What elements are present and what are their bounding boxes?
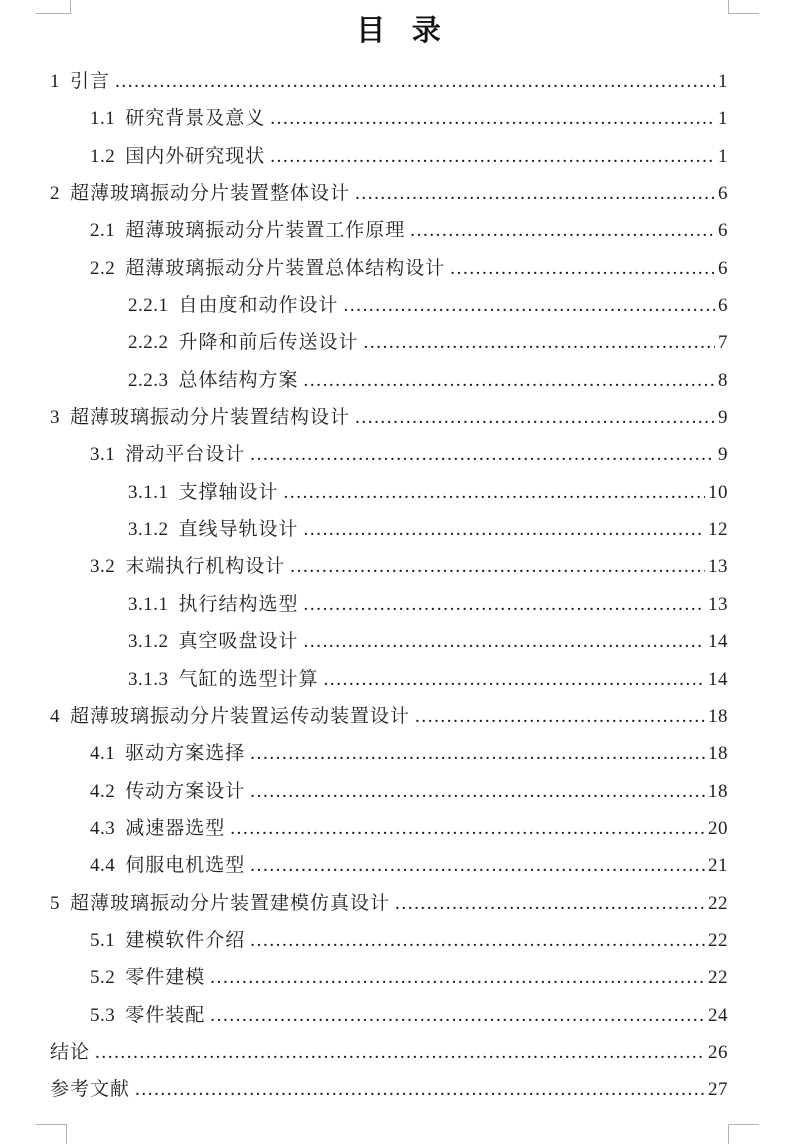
- dot-leader: [210, 959, 705, 996]
- toc-entry[interactable]: [50, 623, 728, 660]
- toc-entry-title: 总体结构方案: [178, 369, 299, 391]
- dot-leader: [304, 362, 715, 399]
- toc-entry[interactable]: [50, 885, 728, 922]
- toc-entry[interactable]: [50, 773, 728, 810]
- dot-leader: [284, 474, 705, 511]
- page-number: 7: [718, 332, 728, 354]
- toc-entry-title: 参考文献: [50, 1079, 131, 1101]
- toc-entry-title: 超薄玻璃振动分片装置结构设计: [70, 407, 351, 429]
- toc-entry-number: 1: [50, 71, 60, 92]
- toc-entry-title: 升降和前后传送设计: [178, 332, 359, 354]
- toc-entry-title: 减速器选型: [125, 817, 226, 839]
- toc-entry-number: 4.1: [90, 743, 116, 765]
- toc-entry[interactable]: [50, 1034, 728, 1071]
- toc-entry-number: 1.1: [90, 108, 116, 130]
- toc-entry-title: 支撑轴设计: [178, 481, 279, 503]
- crop-mark-top-left-icon: [36, 0, 71, 14]
- toc-entry[interactable]: [50, 586, 728, 623]
- toc-entry-number: 2.2.3: [128, 369, 169, 391]
- toc-entry-number: 4.4: [90, 855, 116, 877]
- toc-entry[interactable]: [50, 287, 728, 324]
- page-number: 8: [718, 369, 728, 391]
- dot-leader: [95, 1034, 705, 1071]
- toc-entry-number: 2.2.1: [128, 295, 169, 317]
- toc-entry-title: 超薄玻璃振动分片装置工作原理: [125, 220, 406, 242]
- toc-entry-title: 超薄玻璃振动分片装置整体设计: [70, 183, 351, 205]
- toc-entry-title: 引言: [70, 71, 111, 92]
- toc-entry-number: 4.2: [90, 780, 116, 802]
- toc-entry-number: 5.3: [90, 1004, 116, 1026]
- crop-mark-top-right-icon: [728, 0, 759, 14]
- toc: [50, 63, 728, 1109]
- toc-entry-number: 3.1.3: [128, 668, 169, 690]
- toc-entry-title: 结论: [50, 1041, 91, 1063]
- toc-entry-number: 3.1.2: [128, 519, 169, 541]
- toc-entry-title: 零件建模: [125, 967, 206, 989]
- dot-leader: [415, 698, 705, 735]
- dot-leader: [355, 175, 715, 212]
- toc-entry-number: 2.2: [90, 257, 116, 279]
- toc-entry[interactable]: [50, 1071, 728, 1108]
- dot-leader: [324, 661, 705, 698]
- toc-entry[interactable]: [50, 735, 728, 772]
- page-number: 1: [718, 108, 728, 130]
- toc-entry-title: 超薄玻璃振动分片装置建模仿真设计: [70, 892, 391, 914]
- toc-entry-number: 2.1: [90, 220, 116, 242]
- toc-entry-title: 研究背景及意义: [125, 108, 266, 130]
- toc-entry-title: 滑动平台设计: [125, 444, 246, 466]
- page-number: 22: [708, 892, 728, 914]
- toc-entry-title: 伺服电机选型: [125, 855, 246, 877]
- page-number: 1: [718, 145, 728, 167]
- toc-entry[interactable]: [50, 63, 728, 100]
- toc-entry-title: 超薄玻璃振动分片装置运传动装置设计: [70, 705, 411, 727]
- toc-entry[interactable]: [50, 362, 728, 399]
- dot-leader: [364, 324, 715, 361]
- toc-entry-title: 零件装配: [125, 1004, 206, 1026]
- page-number: 1: [718, 71, 728, 92]
- page-number: 22: [708, 929, 728, 951]
- toc-entry-number: 3.1: [90, 444, 116, 466]
- toc-entry-number: 5: [50, 892, 60, 914]
- page-number: 22: [708, 967, 728, 989]
- dot-leader: [270, 100, 715, 137]
- page-number: 26: [708, 1041, 728, 1063]
- dot-leader: [250, 735, 705, 772]
- page-number: 9: [718, 407, 728, 429]
- toc-entry-number: 4.3: [90, 817, 116, 839]
- page-number: 13: [708, 556, 728, 578]
- toc-entry[interactable]: [50, 997, 728, 1034]
- toc-entry-title: 末端执行机构设计: [125, 556, 286, 578]
- toc-entry-number: 5.2: [90, 967, 116, 989]
- page-number: 10: [708, 481, 728, 503]
- toc-entry-number: 3.2: [90, 556, 116, 578]
- toc-entry[interactable]: [50, 661, 728, 698]
- toc-entry[interactable]: [50, 175, 728, 212]
- dot-leader: [250, 436, 715, 473]
- page-number: 14: [708, 668, 728, 690]
- toc-entry-number: 4: [50, 705, 60, 727]
- toc-entry[interactable]: [50, 959, 728, 996]
- toc-entry-number: 3: [50, 407, 60, 429]
- toc-entry-title: 真空吸盘设计: [178, 631, 299, 653]
- dot-leader: [115, 63, 715, 100]
- toc-entry[interactable]: [50, 324, 728, 361]
- page-title: 目 录: [356, 15, 441, 47]
- page-number: 6: [718, 183, 728, 205]
- dot-leader: [304, 586, 705, 623]
- toc-entry[interactable]: [50, 922, 728, 959]
- dot-leader: [135, 1071, 705, 1108]
- dot-leader: [450, 250, 715, 287]
- page-number: 20: [708, 817, 728, 839]
- toc-entry[interactable]: [50, 138, 728, 175]
- toc-entry-title: 直线导轨设计: [178, 519, 299, 541]
- dot-leader: [304, 623, 705, 660]
- crop-mark-bottom-right-icon: [728, 1124, 759, 1144]
- dot-leader: [395, 885, 705, 922]
- toc-entry-title: 国内外研究现状: [125, 145, 266, 167]
- dot-leader: [250, 773, 705, 810]
- page-number: 27: [708, 1079, 728, 1101]
- toc-entry[interactable]: [50, 511, 728, 548]
- dot-leader: [355, 399, 715, 436]
- toc-entry[interactable]: [50, 436, 728, 473]
- dot-leader: [250, 922, 705, 959]
- toc-entry[interactable]: [50, 212, 728, 249]
- toc-entry-title: 传动方案设计: [125, 780, 246, 802]
- dot-leader: [304, 511, 705, 548]
- page-number: 21: [708, 855, 728, 877]
- toc-entry-number: 3.1.1: [128, 593, 169, 615]
- toc-entry[interactable]: [50, 250, 728, 287]
- page-number: 14: [708, 631, 728, 653]
- page-number: 18: [708, 705, 728, 727]
- toc-entry-title: 气缸的选型计算: [178, 668, 319, 690]
- toc-entry-title: 驱动方案选择: [125, 743, 246, 765]
- toc-entry[interactable]: [50, 474, 728, 511]
- toc-entry-title: 执行结构选型: [178, 593, 299, 615]
- toc-entry-title: 建模软件介绍: [125, 929, 246, 951]
- dot-leader: [230, 810, 705, 847]
- page-number: 6: [718, 220, 728, 242]
- page-number: 13: [708, 593, 728, 615]
- dot-leader: [290, 548, 705, 585]
- dot-leader: [344, 287, 715, 324]
- toc-entry-number: 5.1: [90, 929, 116, 951]
- toc-entry-number: 2: [50, 183, 60, 205]
- page-number: 18: [708, 743, 728, 765]
- toc-entry-number: 3.1.1: [128, 481, 169, 503]
- toc-entry-number: 1.2: [90, 145, 116, 167]
- dot-leader: [250, 847, 705, 884]
- crop-mark-bottom-left-icon: [36, 1124, 67, 1144]
- toc-entry[interactable]: [50, 100, 728, 137]
- toc-entry-number: 2.2.2: [128, 332, 169, 354]
- dot-leader: [410, 212, 715, 249]
- page-number: 18: [708, 780, 728, 802]
- page-number: 6: [718, 257, 728, 279]
- page-number: 12: [708, 519, 728, 541]
- toc-entry[interactable]: [50, 548, 728, 585]
- toc-entry[interactable]: [50, 698, 728, 735]
- page-number: 6: [718, 295, 728, 317]
- page-number: 24: [708, 1004, 728, 1026]
- page-number: 9: [718, 444, 728, 466]
- dot-leader: [270, 138, 715, 175]
- toc-entry-number: 3.1.2: [128, 631, 169, 653]
- toc-entry[interactable]: [50, 847, 728, 884]
- toc-entry[interactable]: [50, 399, 728, 436]
- toc-entry[interactable]: [50, 810, 728, 847]
- dot-leader: [210, 997, 705, 1034]
- toc-entry-title: 超薄玻璃振动分片装置总体结构设计: [125, 257, 446, 279]
- toc-entry-title: 自由度和动作设计: [178, 295, 339, 317]
